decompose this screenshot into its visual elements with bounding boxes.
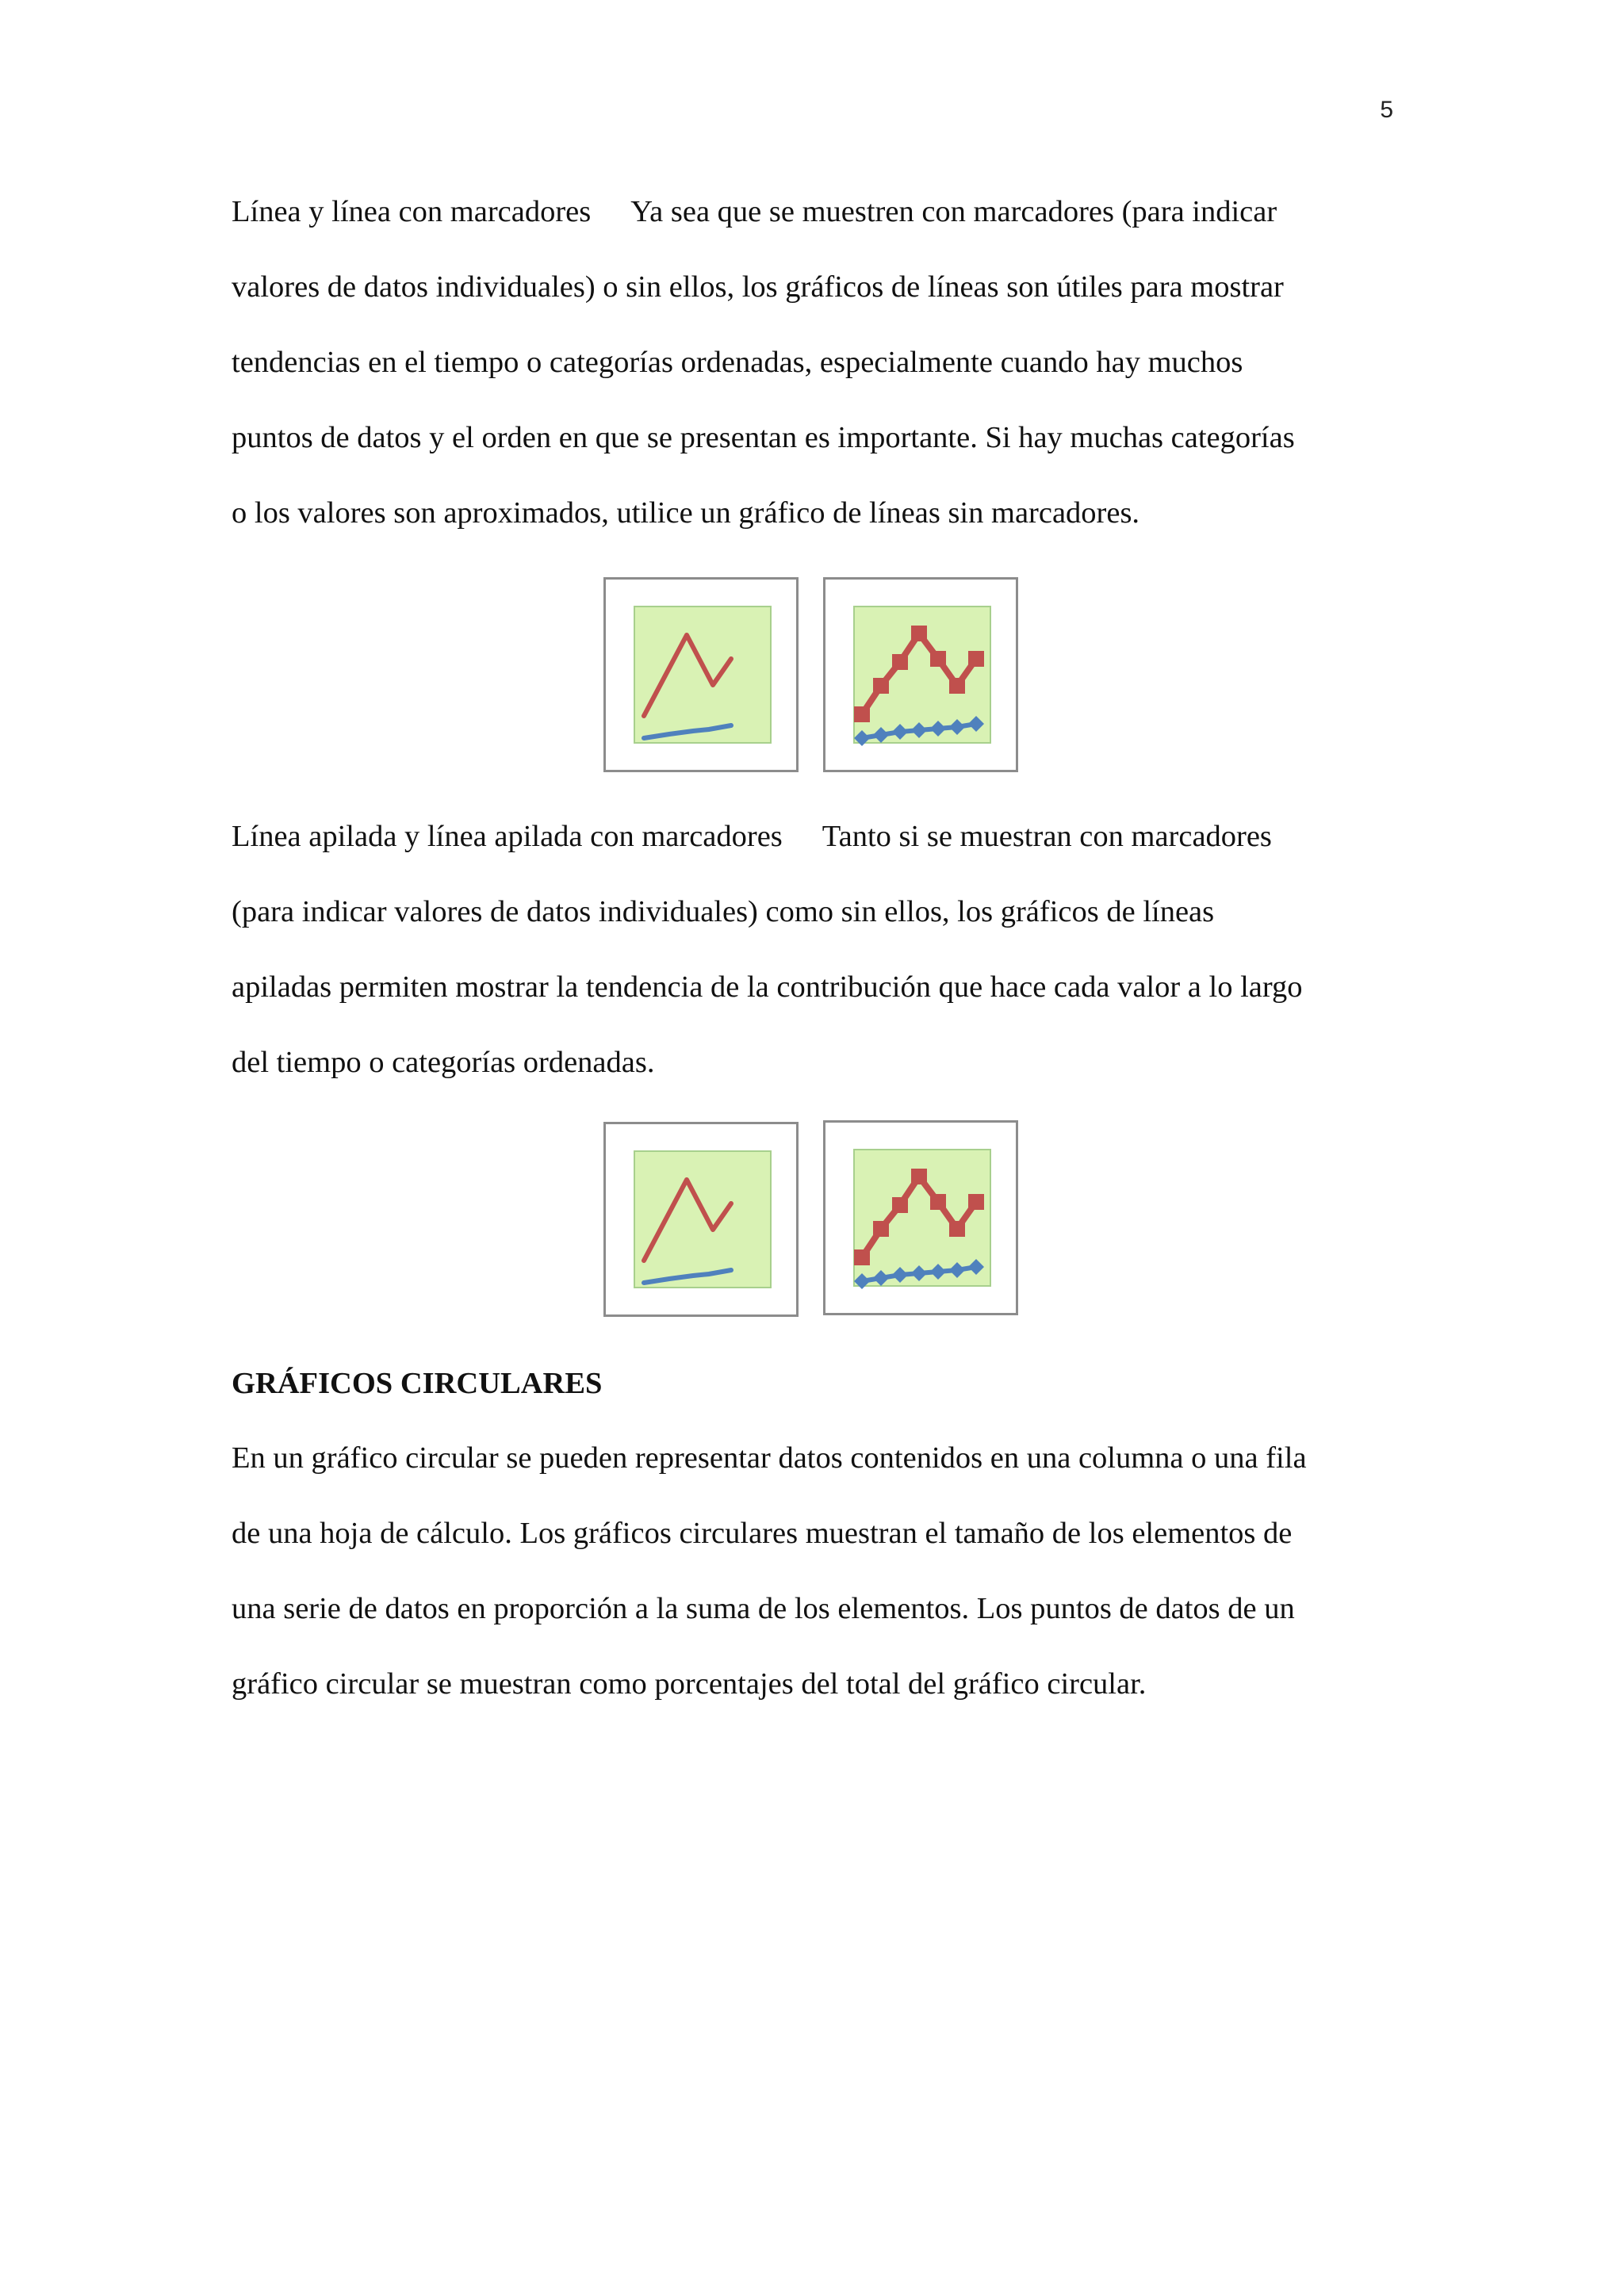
page-number: 5 (1380, 97, 1393, 123)
chart-type-label: Línea apilada y línea apilada con marcadores (232, 820, 783, 853)
paragraph-line-1: Línea apilada y línea apilada con marcadores Tanto si se muestran con marcadores (232, 820, 1272, 853)
paragraph-line-1: En un gráfico circular se pueden representar datos contenidos en una columna o una fila (232, 1441, 1307, 1475)
paragraph-line-3: tendencias en el tiempo o categorías ordenadas, especialmente cuando hay muchos (232, 346, 1243, 379)
line-with-markers-chart-icon (823, 577, 1018, 772)
paragraph-line-2: (para indicar valores de datos individuales) como sin ellos, los gráficos de líneas (232, 895, 1215, 928)
paragraph-line-4: del tiempo o categorías ordenadas. (232, 1046, 655, 1079)
section-line-and-line-with-markers (232, 174, 1392, 551)
stacked-line-chart-icon (603, 1122, 799, 1317)
paragraph-line-2: de una hoja de cálculo. Los gráficos circulares muestran el tamaño de los elementos de (232, 1517, 1293, 1550)
paragraph-line-4: puntos de datos y el orden en que se presentan es importante. Si hay muchas categorías (232, 421, 1295, 454)
section-heading-pie-charts: GRÁFICOS CIRCULARES (232, 1367, 603, 1400)
line-chart-icon (603, 577, 799, 772)
paragraph-line-3: una serie de datos en proporción a la suma de los elementos. Los puntos de datos de un (232, 1592, 1295, 1625)
section-pie-charts-body (232, 1421, 1392, 1722)
section-stacked-line (232, 799, 1392, 1100)
chart-type-label: Línea y línea con marcadores (232, 195, 592, 228)
paragraph-line-1: Línea y línea con marcadores Ya sea que se muestren con marcadores (para indicar (232, 195, 1277, 228)
paragraph-line-2: valores de datos individuales) o sin ellos, los gráficos de líneas son útiles para mostrar (232, 270, 1284, 304)
paragraph-line-5: o los valores son aproximados, utilice un gráfico de líneas sin marcadores. (232, 496, 1140, 530)
stacked-line-with-markers-chart-icon (823, 1120, 1018, 1315)
paragraph-line-4: gráfico circular se muestran como porcentajes del total del gráfico circular. (232, 1667, 1147, 1701)
paragraph-line-3: apiladas permiten mostrar la tendencia de la contribución que hace cada valor a lo largo (232, 970, 1303, 1004)
